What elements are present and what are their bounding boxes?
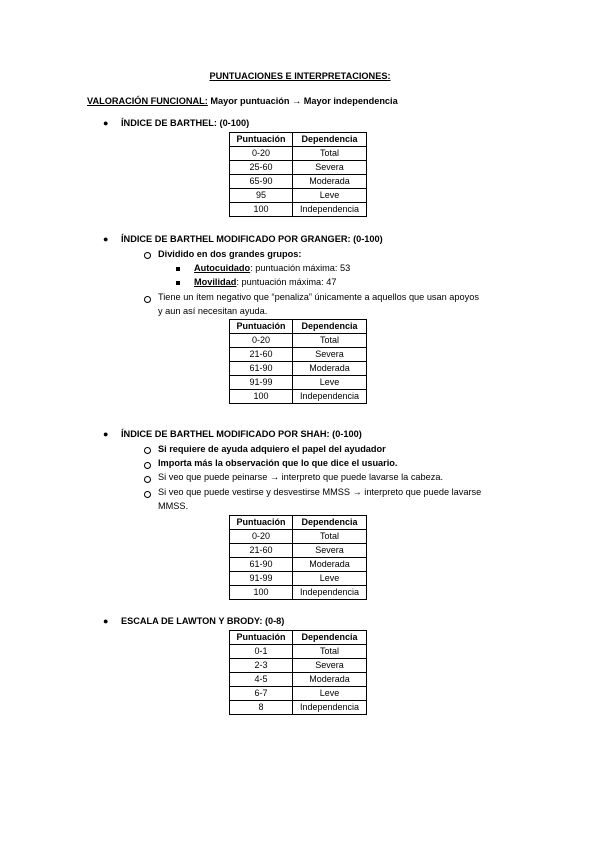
table-row: 100 Independencia bbox=[230, 586, 367, 600]
shah-s4-line1: Si veo que puede vestirse y desvestirse MMSS → interpreto que puede lavarse bbox=[158, 487, 482, 497]
table-row: 4-5 Moderada bbox=[230, 673, 367, 687]
circle-bullet-icon bbox=[144, 476, 151, 483]
lawton-table: Puntuación Dependencia 0-1 Total 2-3 Severa 4-5 Moderada 6-7 Leve 8 Independencia bbox=[229, 630, 367, 715]
table-row: 0-20 Total bbox=[230, 334, 367, 348]
valoracion-text: Mayor puntuación → Mayor independencia bbox=[210, 96, 398, 106]
valoracion-line bbox=[87, 96, 398, 106]
circle-bullet-icon bbox=[144, 252, 151, 259]
bullet-icon: ● bbox=[103, 118, 109, 128]
table-row: 100 Independencia bbox=[230, 203, 367, 217]
granger-sub1: Dividido en dos grandes grupos: bbox=[158, 249, 302, 259]
granger-table: Puntuación Dependencia 0-20 Total 21-60 Severa 61-90 Moderada 91-99 Leve 100 Independencia bbox=[229, 319, 367, 404]
table-row: 61-90 Moderada bbox=[230, 558, 367, 572]
barthel-table bbox=[229, 132, 367, 217]
granger-sub2-line1: Tiene un ítem negativo que “penaliza” únicamente a aquellos que usan apoyos bbox=[158, 292, 479, 302]
table-row: 25-60 Severa bbox=[230, 161, 367, 175]
granger-group2: Movilidad: puntuación máxima: 47 bbox=[194, 277, 337, 287]
header-puntuacion: Puntuación bbox=[230, 133, 293, 147]
page-title: PUNTUACIONES E INTERPRETACIONES: bbox=[209, 71, 391, 81]
square-bullet-icon bbox=[176, 281, 180, 285]
shah-table: Puntuación Dependencia 0-20 Total 21-60 Severa 61-90 Moderada 91-99 Leve 100 Independencia bbox=[229, 515, 367, 600]
granger-group1: Autocuidado: puntuación máxima: 53 bbox=[194, 263, 351, 273]
shah-s2: Importa más la observación que lo que dice el usuario. bbox=[158, 458, 398, 468]
table-row: 0-1 Total bbox=[230, 645, 367, 659]
lawton-title: ESCALA DE LAWTON Y BRODY: (0-8) bbox=[121, 616, 285, 626]
shah-s4-line2: MMSS. bbox=[158, 501, 189, 511]
bullet-icon: ● bbox=[103, 429, 109, 439]
bullet-icon: ● bbox=[103, 234, 109, 244]
circle-bullet-icon bbox=[144, 462, 151, 469]
table-row: 0-20 Total bbox=[230, 147, 367, 161]
table-row: 61-90 Moderada bbox=[230, 362, 367, 376]
circle-bullet-icon bbox=[144, 296, 151, 303]
table-row: 65-90 Moderada bbox=[230, 175, 367, 189]
granger-title: ÍNDICE DE BARTHEL MODIFICADO POR GRANGER: (0-100) bbox=[121, 234, 383, 244]
table-row: 95 Leve bbox=[230, 189, 367, 203]
table-row: 6-7 Leve bbox=[230, 687, 367, 701]
barthel-title: ÍNDICE DE BARTHEL: (0-100) bbox=[121, 118, 250, 128]
table-row: 21-60 Severa bbox=[230, 544, 367, 558]
bullet-icon: ● bbox=[103, 616, 109, 626]
circle-bullet-icon bbox=[144, 491, 151, 498]
square-bullet-icon bbox=[176, 267, 180, 271]
granger-sub2-line2: y aun así necesitan ayuda. bbox=[158, 306, 268, 316]
shah-s3: Si veo que puede peinarse → interpreto que puede lavarse la cabeza. bbox=[158, 472, 444, 482]
valoracion-label: VALORACIÓN FUNCIONAL: bbox=[87, 96, 208, 106]
table-row: 2-3 Severa bbox=[230, 659, 367, 673]
table-row: 0-20 Total bbox=[230, 530, 367, 544]
shah-title: ÍNDICE DE BARTHEL MODIFICADO POR SHAH: (0-100) bbox=[121, 429, 362, 439]
table-row: 8 Independencia bbox=[230, 701, 367, 715]
table-row: 21-60 Severa bbox=[230, 348, 367, 362]
header-dependencia: Dependencia bbox=[293, 133, 367, 147]
table-row: 91-99 Leve bbox=[230, 572, 367, 586]
table-row: 100 Independencia bbox=[230, 390, 367, 404]
shah-s1: Si requiere de ayuda adquiero el papel del ayudador bbox=[158, 444, 386, 454]
table-row: 91-99 Leve bbox=[230, 376, 367, 390]
circle-bullet-icon bbox=[144, 447, 151, 454]
